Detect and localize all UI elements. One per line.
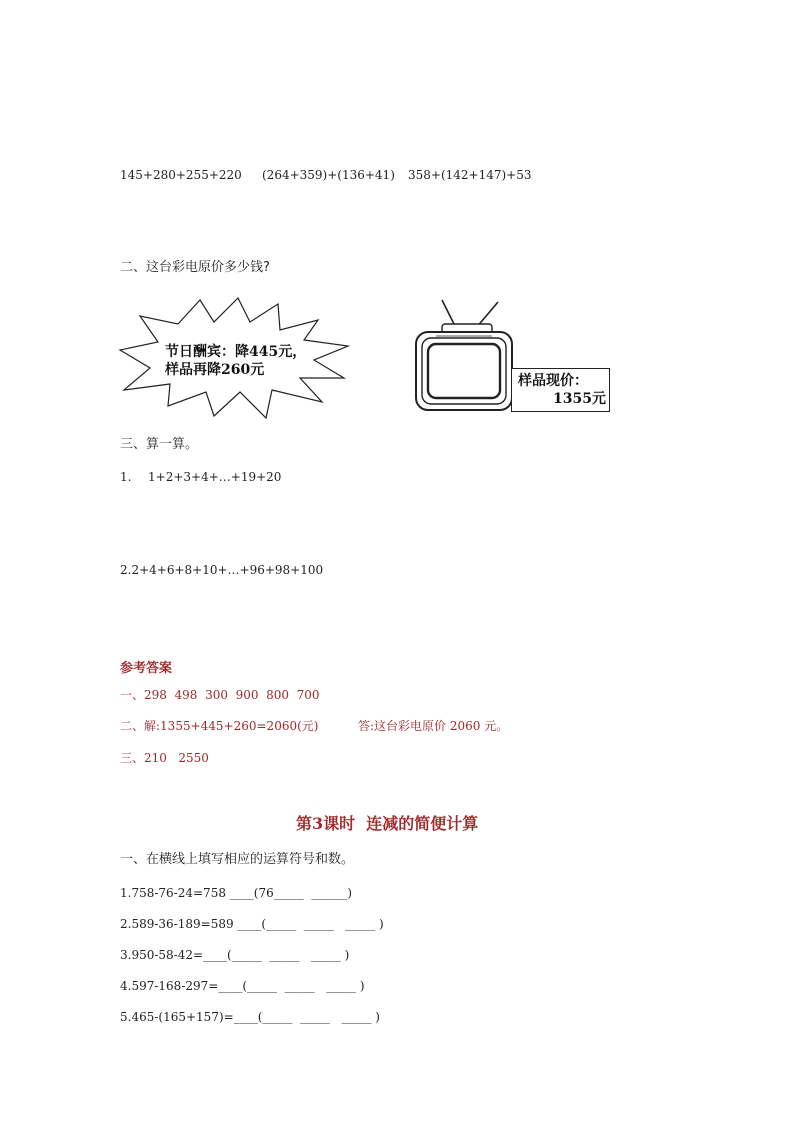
fill-in-item-4: 4.597-168-297=____(_____ _____ _____ ) bbox=[120, 979, 365, 993]
fill-in-item-5: 5.465-(165+157)=____(_____ _____ _____ ) bbox=[120, 1010, 380, 1024]
lesson-title: 第3课时 连减的简便计算 bbox=[296, 814, 479, 833]
question-1-number: 1. bbox=[120, 470, 132, 484]
expression-1: 145+280+255+220 bbox=[120, 168, 242, 182]
answers-heading: 参考答案 bbox=[120, 661, 173, 676]
expression-2: (264+359)+(136+41) bbox=[262, 168, 395, 182]
tv-sign-line-1: 样品现价： bbox=[518, 373, 588, 389]
fill-in-item-3: 3.950-58-42=____(_____ _____ _____ ) bbox=[120, 948, 350, 962]
answer-3: 三、210 2550 bbox=[120, 751, 209, 765]
tv-icon bbox=[412, 298, 516, 414]
fill-in-item-2: 2.589-36-189=589 ____(_____ _____ _____ ) bbox=[120, 917, 384, 931]
fill-in-item-1: 1.758-76-24=758 ____(76_____ ______) bbox=[120, 886, 353, 900]
lesson-instruction: 一、在横线上填写相应的运算符号和数。 bbox=[120, 852, 355, 867]
expression-3: 358+(142+147)+53 bbox=[408, 168, 532, 182]
question-2: 2.2+4+6+8+10+…+96+98+100 bbox=[120, 563, 324, 577]
starburst-line-2: 样品再降260元 bbox=[165, 362, 265, 378]
tv-sign-line-2: 1355元 bbox=[553, 391, 606, 407]
starburst-line-1: 节日酬宾：降445元， bbox=[165, 344, 307, 360]
section3-heading: 三、算一算。 bbox=[120, 437, 199, 452]
question-1: 1+2+3+4+…+19+20 bbox=[148, 470, 282, 484]
answer-1: 一、298 498 300 900 800 700 bbox=[120, 688, 320, 702]
answer-2-statement: 答:这台彩电原价 2060 元。 bbox=[358, 719, 509, 733]
answer-2-calculation: 二、解:1355+445+260=2060(元) bbox=[120, 719, 319, 733]
section2-heading: 二、这台彩电原价多少钱? bbox=[120, 260, 270, 275]
